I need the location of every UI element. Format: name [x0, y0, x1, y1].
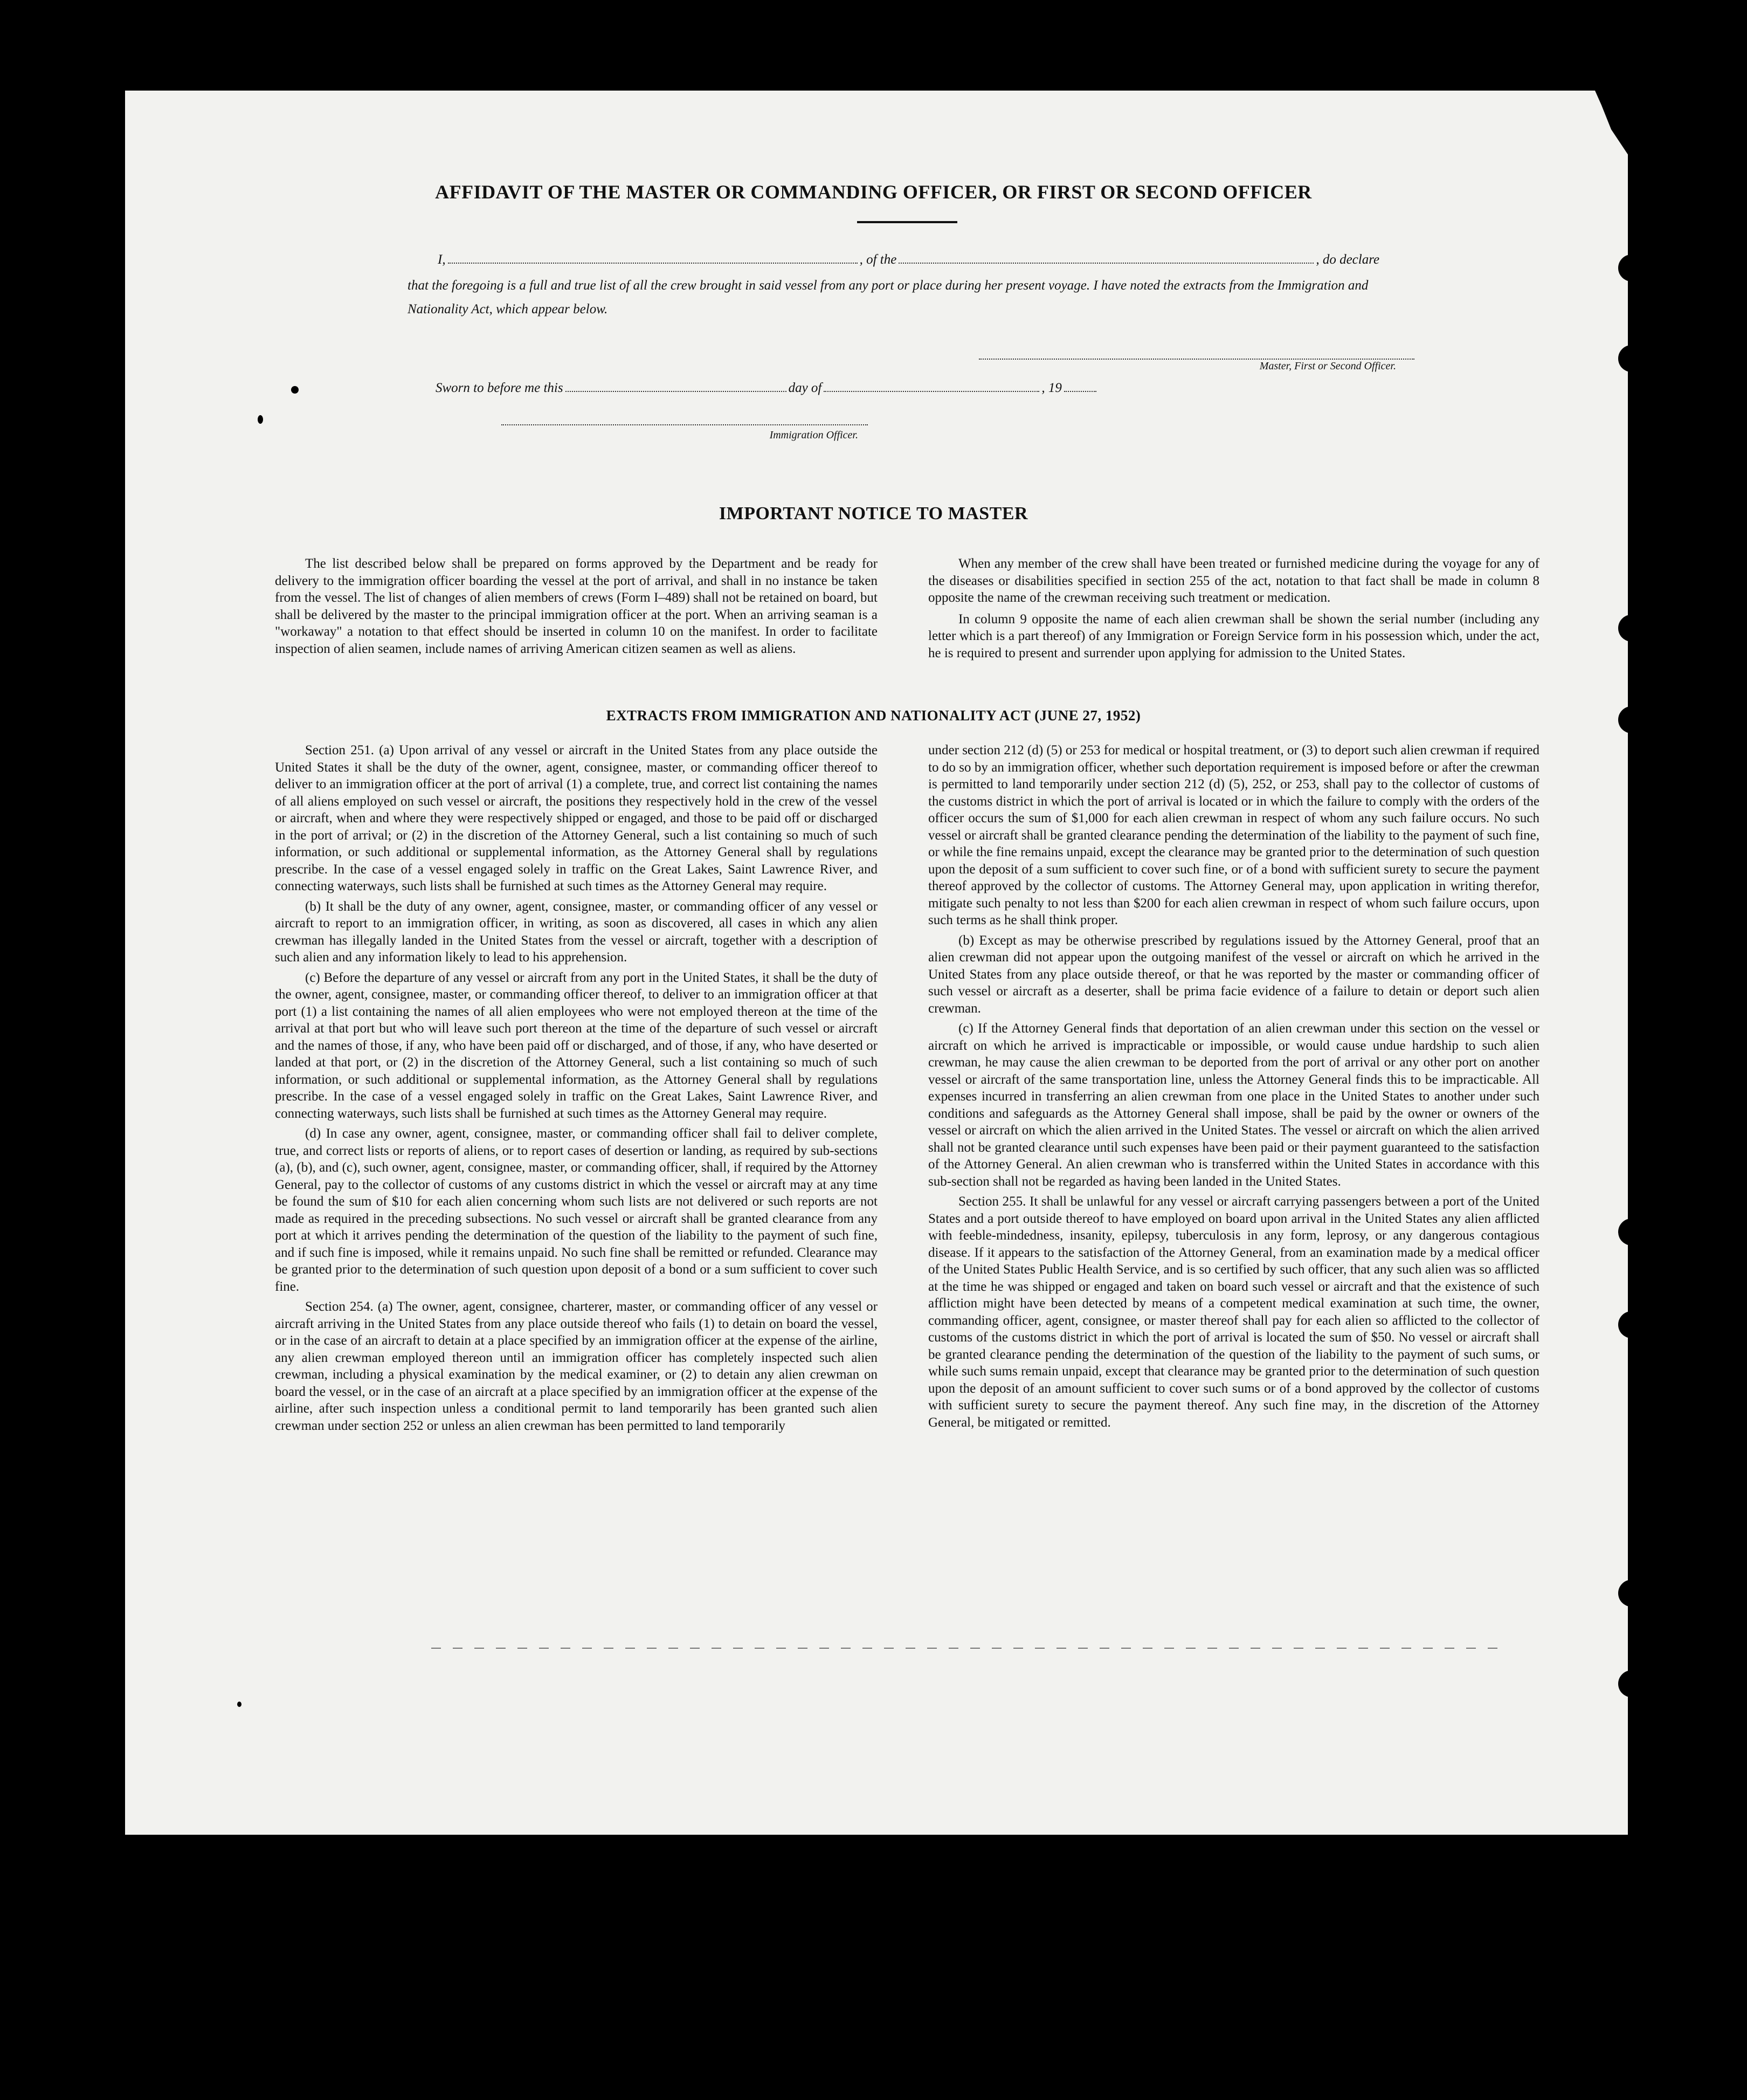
notice-right-paragraph: When any member of the crew shall have been treated or furnished medicine during the voyage for any of the diseases or disabilities specified in section 255 of the act, notation to that fact shall be made in column 8 opposite the name of the crewman receiving such treatment or medication. [928, 556, 1539, 605]
notice-title: IMPORTANT NOTICE TO MASTER [719, 504, 1028, 524]
sworn-year-field[interactable] [1064, 390, 1096, 392]
officer-signature-label: Immigration Officer. [769, 429, 858, 441]
notice-left-column [275, 555, 878, 657]
sworn-day-field[interactable] [565, 390, 786, 392]
ink-speck [258, 415, 263, 424]
section-251b: (b) It shall be the duty of any owner, agent, consignee, master, or commanding officer of any vessel or aircraft to report to an immigration officer, in writing, as soon as discovered, all cases in which any alien crewman has illegally landed in the United States from the vessel or aircraft, together with a description of such alien and any information likely to lead to his apprehension. [275, 899, 878, 965]
bottom-dashed-rule [431, 1648, 1509, 1649]
binder-hole [1618, 345, 1645, 372]
title-underline [857, 221, 957, 223]
section-254b: (b) Except as may be otherwise prescribed by regulations issued by the Attorney General, proof that an alien crewman did not appear upon the outgoing manifest of the vessel or aircraft on which he arrived in the United States from any place outside thereof, or that he was reported by the master or commanding officer of such vessel or aircraft as a deserter, shall be prima facie evidence of a failure to detain or deport such alien crewman. [928, 933, 1539, 1016]
notice-left-paragraph: The list described below shall be prepared on forms approved by the Department and be ready for delivery to the immigration officer boarding the vessel at the port of arrival, and shall in no instance be taken from the vessel. The list of changes of alien members of crews (Form I–489) shall not be retained on board, but shall be delivered by the master to the principal immigration officer at the port. When an arriving seaman is a "workaway" a notation to that effect should be inserted in column 10 on the manifest. In order to facilitate inspection of alien seamen, include names of arriving American citizen seamen as well as aliens. [275, 556, 878, 656]
binder-hole [1618, 1311, 1645, 1338]
section-251d: (d) In case any owner, agent, consignee, master, or commanding officer shall fail to deliver complete, true, and correct lists or reports of aliens, or to report cases of desertion or landing, as required by sub-sections (a), (b), and (c), such owner, agent, consignee, master, or commanding officer, shall, if required by the Attorney General, pay to the collector of customs of any customs district in which the vessel or aircraft may at any time be found the sum of $10 for each alien concerning whom such lists are not delivered or such reports are not made as required in the preceding subsections. No such vessel or aircraft shall be granted clearance from any port at which it arrives pending the determination of the question of the liability to the payment of such fine, and if such fine is imposed, while it remains unpaid. No such fine shall be remitted or refunded. Clearance may be granted prior to the determination of such question upon deposit of a bond or a sum sufficient to cover such fine. [275, 1126, 878, 1294]
extracts-title: EXTRACTS FROM IMMIGRATION AND NATIONALITY ACT (JUNE 27, 1952) [606, 707, 1141, 724]
do-declare-label: , do declare [1316, 252, 1380, 267]
notice-right-paragraph: In column 9 opposite the name of each alien crewman shall be shown the serial number (including any letter which is a part thereof) of any Immigration or Foreign Service form in his possession which, under the act, he is required to present and surrender upon applying for admission to the United States. [928, 611, 1539, 660]
notice-right-column [928, 555, 1539, 662]
extracts-left-column [275, 742, 878, 1434]
binder-hole [1618, 1218, 1645, 1245]
extracts-right-column [928, 742, 1539, 1431]
sworn-month-field[interactable] [824, 390, 1039, 392]
declaration-text: that the foregoing is a full and true list of all the crew brought in said vessel from any port or place during her present voyage. I have noted the extracts from the Immigration and Nationality Act, which appear below. [408, 278, 1369, 316]
ink-speck [237, 1702, 241, 1707]
i-label: I, [438, 252, 446, 267]
section-251c: (c) Before the departure of any vessel or aircraft from any port in the United States, it shall be the duty of the owner, agent, consignee, master, or commanding officer thereof, to deliver to an immigration officer at that port (1) a list containing the names of all alien employees who were not employed thereon at the time of the arrival at that port but who will leave such port thereon at the time of the departure of such vessel or aircraft and the names of those, if any, who have been paid off or discharged, and of those, if any, who have deserted or landed at that port, or (2) in the discretion of the Attorney General, such a list containing so much of such information, or such additional or supplemental information, as the Attorney General shall by regulations prescribe. In the case of a vessel engaged solely in traffic on the Great Lakes, Saint Lawrence River, and connecting waterways, such lists shall be furnished at such times as the Attorney General may require. [275, 970, 878, 1121]
officer-signature-line[interactable] [501, 424, 868, 425]
section-255: Section 255. It shall be unlawful for any vessel or aircraft carrying passengers between a port of the United States and a port outside thereof to have employed on board upon arrival in the United States any alien afflicted with feeble-mindedness, insanity, epilepsy, tuberculosis in any form, leprosy, or any dangerous contagious disease. If it appears to the satisfaction of the Attorney General, from an examination made by a medical officer of the United States Public Health Service, and is so certified by such officer, that any such alien was so afflicted at the time he was shipped or engaged and taken on board such vessel or aircraft and that the existence of such affliction might have been detected by means of a competent medical examination at such time, the owner, commanding officer, agent, consignee, or master thereof shall pay for each alien so afflicted to the collector of customs of the customs district in which the port of arrival is located the sum of $50. No vessel or aircraft shall be granted clearance pending the determination of the question of the liability to the payment of such sums, or while such sums remain unpaid, except that clearance may be granted prior to the determination of such question upon the deposit of an amount sufficient to cover such sums or of a bond approved by the collector of customs with sufficient surety to secure the payment thereof. Any such fine may, in the discretion of the Attorney General, be mitigated or remitted. [928, 1194, 1539, 1430]
year-label: , 19 [1041, 381, 1062, 395]
declaration-line [438, 252, 1379, 267]
binder-hole [1618, 254, 1645, 281]
section-251a: Section 251. (a) Upon arrival of any vessel or aircraft in the United States from any place outside the United States it shall be the duty of the owner, agent, consignee, master, or commanding officer thereof to deliver to an immigration officer at the port of arrival (1) a complete, true, and correct list containing the names of all aliens employed on such vessel or aircraft, the positions they respectively hold in the crew of the vessel or aircraft, when and where they were respectively shipped or engaged, and those to be paid off or discharged in the port of arrival; or (2) in the discretion of the Attorney General, such a list containing so much of such information, or such additional or supplemental information, as the Attorney General shall by regulations prescribe. In the case of a vessel engaged solely in traffic on the Great Lakes, Saint Lawrence River, and connecting waterways, such lists shall be furnished at such times as the Attorney General may require. [275, 743, 878, 893]
sworn-line [436, 381, 1099, 396]
affidavit-title: AFFIDAVIT OF THE MASTER OR COMMANDING OFFICER, OR FIRST OR SECOND OFFICER [435, 181, 1312, 203]
binder-hole [1618, 1670, 1645, 1697]
day-of-label: day of [788, 381, 822, 395]
binder-hole [1618, 1580, 1645, 1607]
section-254c: (c) If the Attorney General finds that deportation of an alien crewman under this section on the vessel or aircraft on which he arrived is impracticable or impossible, or would cause undue hardship to such alien crewman, he may cause the alien crewman to be deported from the port of arrival or any other port on another vessel or aircraft of the same transportation line, unless the Attorney General finds this to be impracticable. All expenses incurred in transferring an alien crewman from one place in the United States to another under such conditions and safeguards as the Attorney General shall impose, shall be paid by the owner or owners of the vessel or aircraft on which the alien arrived in the United States. The vessel or aircraft on which the alien arrived shall not be granted clearance until such expenses have been paid or their payment guaranteed to the satisfaction of the Attorney General. An alien crewman who is transferred within the United States in accordance with this sub-section shall not be regarded as having been landed in the United States. [928, 1021, 1539, 1189]
section-254a-continued: under section 212 (d) (5) or 253 for medical or hospital treatment, or (3) to deport such alien crewman if required to do so by an immigration officer, whether such deportation requirement is imposed before or after the crewman is permitted to land temporarily under section 212 (d) (5), 252, or 253, shall pay to the collector of customs of the customs district in which the port of arrival is located or in which the failure to comply with the orders of the officer occurs the sum of $1,000 for each alien crewman in respect of whom any such failure occurs. No such vessel or aircraft shall be granted clearance pending the determination of the liability to the payment of such fine, or while the fine remains unpaid, except the clearance may be granted prior to the determination of such question upon the deposit of a sum sufficient to cover such fine, or of a bond with sufficient surety to secure the payment thereof approved by the collector of customs. The Attorney General may, upon application in writing therefor, mitigate such penalty to not less than $200 for each alien crewman in respect of whom such failure occurs, upon such terms as he shall think proper. [928, 743, 1539, 927]
name-field[interactable] [448, 262, 858, 264]
binder-hole [1618, 615, 1645, 642]
section-254a: Section 254. (a) The owner, agent, consignee, charterer, master, or commanding officer of any vessel or aircraft arriving in the United States from any place outside thereof who fails (1) to detain on board the vessel, or in the case of an aircraft to detain at a place specified by an immigration officer at the expense of the airline, any alien crewman employed thereon until an immigration officer has completely inspected such alien crewman, including a physical examination by the medical examiner, or (2) to detain any alien crewman on board the vessel, or in the case of an aircraft at a place specified by an immigration officer at the expense of the airline, after such inspection unless a conditional permit to land temporarily has been granted such alien crewman under section 252 or unless an alien crewman has been permitted to land temporarily [275, 1299, 878, 1433]
sworn-label: Sworn to before me this [436, 381, 563, 395]
of-the-label: , of the [859, 252, 897, 267]
vessel-field[interactable] [899, 262, 1314, 264]
master-signature-label: Master, First or Second Officer. [1259, 360, 1396, 372]
master-signature-line[interactable] [979, 358, 1414, 360]
ink-speck [291, 386, 299, 394]
